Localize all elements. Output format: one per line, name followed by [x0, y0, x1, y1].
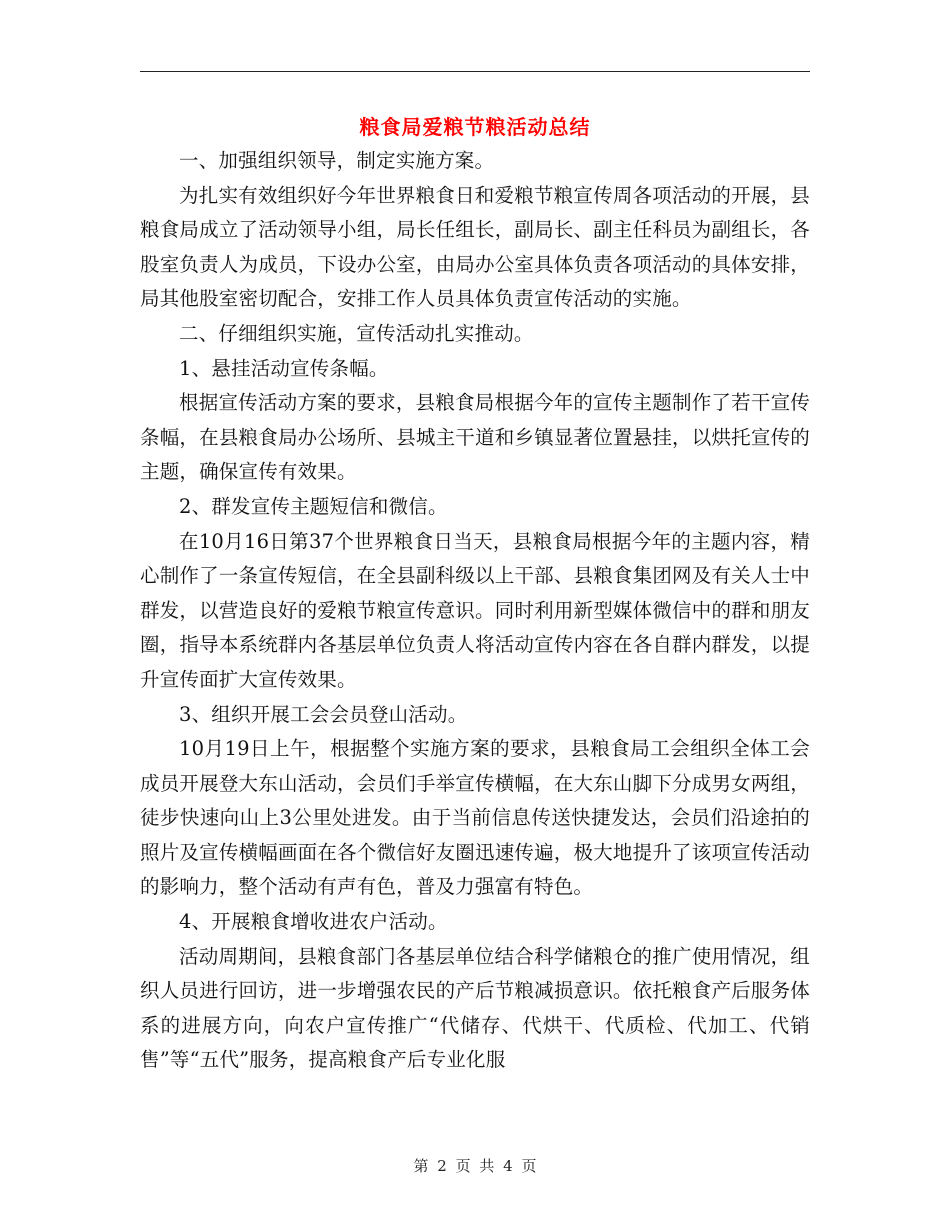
document-body: [140, 144, 810, 1078]
subsection-heading: 2、群发宣传主题短信和微信。: [179, 494, 448, 518]
section-heading-2: 二、仔细组织实施，宣传活动扎实推动。: [179, 321, 534, 345]
body-paragraph: 10月19日上午，根据整个实施方案的要求，县粮食局工会组织全体工会成员开展登大东山活动，会员们手举宣传横幅，在大东山脚下分成男女两组，徒步快速向山上3公里处进发。由于当前信息传送快捷发达，会员们沿途拍的照片及宣传横幅画面在各个微信好友圈迅速传遍，极大地提升了该项宣传活动的影响力，整个活动有声有色，普及力强富有特色。: [140, 737, 810, 899]
page-number-footer: 第 2 页 共 4 页: [413, 1157, 537, 1175]
body-paragraph: 根据宣传活动方案的要求，县粮食局根据今年的宣传主题制作了若干宣传条幅，在县粮食局办公场所、县城主干道和乡镇显著位置悬挂，以烘托宣传的主题，确保宣传有效果。: [140, 391, 810, 484]
document-title: 粮食局爱粮节粮活动总结: [359, 115, 591, 139]
section-heading-1: 一、加强组织领导，制定实施方案。: [179, 149, 495, 172]
body-paragraph: 在10月16日第37个世界粮食日当天，县粮食局根据今年的主题内容，精心制作了一条宣传短信，在全县副科级以上干部、县粮食集团网及有关人士中群发，以营造良好的爱粮节粮宣传意识。同时利用新型媒体微信中的群和朋友圈，指导本系统群内各基层单位负责人将活动宣传内容在各自群内群发，以提升宣传面扩大宣传效果。: [140, 529, 810, 691]
subsection-heading: 4、开展粮食增收进农户活动。: [179, 910, 448, 934]
body-paragraph: 活动周期间，县粮食部门各基层单位结合科学储粮仓的推广使用情况，组织人员进行回访，进一步增强农民的产后节粮减损意识。依托粮食产后服务体系的进展方向，向农户宣传推广“代储存、代烘干、代质检、代加工、代销售”等“五代”服务，提高粮食产后专业化服: [140, 944, 810, 1072]
header-rule: [140, 71, 810, 72]
subsection-heading: 3、组织开展工会会员登山活动。: [179, 702, 468, 726]
subsection-heading: 1、悬挂活动宣传条幅。: [179, 356, 389, 380]
body-paragraph: 为扎实有效组织好今年世界粮食日和爱粮节粮宣传周各项活动的开展，县粮食局成立了活动领导小组，局长任组长，副局长、副主任科员为副组长，各股室负责人为成员，下设办公室，由局办公室具体负责各项活动的具体安排，局其他股室密切配合，安排工作人员具体负责宣传活动的实施。: [140, 183, 810, 311]
